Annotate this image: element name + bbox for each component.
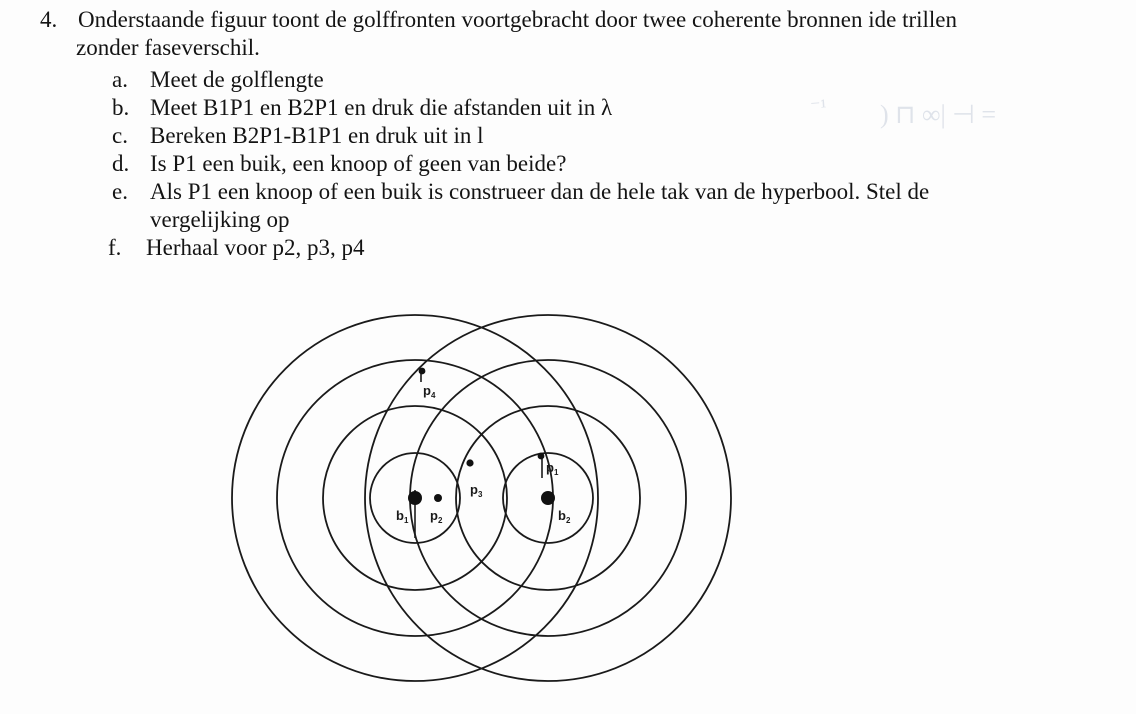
label-b2: $b_2$ [558,508,571,525]
question-number: 4. [40,7,58,32]
label-p2: $p_2$ [430,508,443,525]
subquestion-text: Is P1 een buik, een knoop of geen van beide? [150,151,567,176]
question-text-line-1: Onderstaande figuur toont de golffronten voortgebracht door twee coherente bronnen ide trillen [78,7,958,32]
subquestion-letter: f. [108,235,122,260]
subquestion-text: Herhaal voor p2, p3, p4 [146,235,365,260]
source-b1-dot [408,491,422,505]
source-b2-dot [541,491,555,505]
subquestion-text: Meet de golflengte [150,67,324,92]
bleed-through-marks-2: ) ⊓ ∞| ⊣ = [880,100,996,129]
subquestion-letter: e. [112,179,128,204]
subquestion-letter: a. [112,67,128,92]
subquestion-letter: c. [112,123,128,148]
point-p3-dot [466,459,473,466]
bleed-through-marks: ⁻¹ [809,95,828,119]
point-p4-dot [419,368,426,375]
subquestion-text: Bereken B2P1-B1P1 en druk uit in l [150,123,484,148]
label-p3: $p_3$ [470,482,483,499]
question-text-line-2: zonder faseverschil. [76,35,260,60]
subquestion-text: Als P1 een knoop of een buik is construeer dan de hele tak van de hyperbool. Stel de [150,179,930,204]
subquestion-letter: b. [112,95,130,120]
subquestion-text-continued: vergelijking op [150,207,290,232]
label-b1: $b_1$ [396,508,409,525]
label-p1: $p_1$ [546,460,559,477]
label-p4: $p_4$ [423,383,436,400]
point-p1-dot [538,453,545,460]
point-p2-dot [434,494,442,502]
subquestion-letter: d. [112,151,130,176]
subquestion-text: Meet B1P1 en B2P1 en druk die afstanden uit in λ [150,95,613,120]
